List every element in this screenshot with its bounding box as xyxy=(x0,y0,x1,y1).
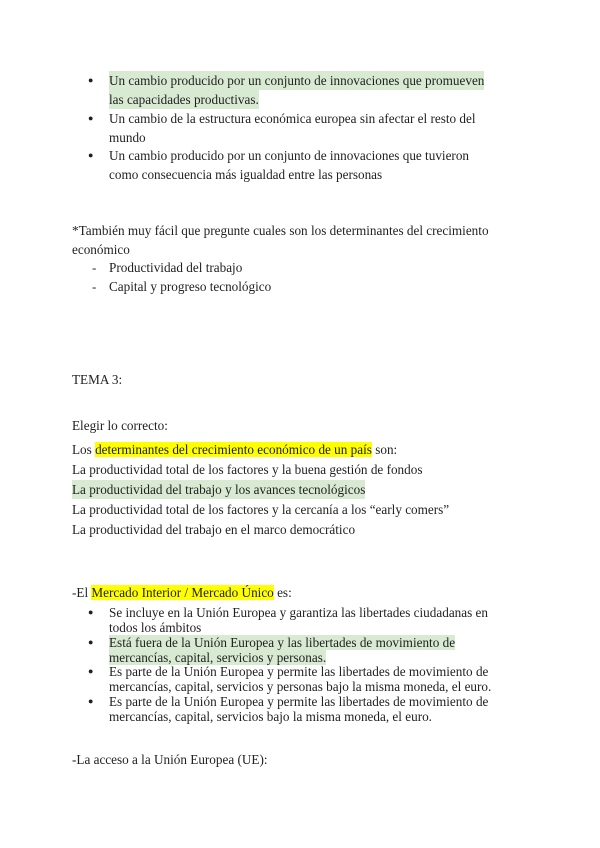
answer-option: La productividad del trabajo en el marco democrático xyxy=(72,522,356,537)
dash-icon: - xyxy=(92,279,97,294)
bullet-icon: ● xyxy=(88,637,94,647)
answer-option: La productividad del trabajo y los avances tecnológicos xyxy=(72,482,366,497)
answer-option: La productividad total de los factores y la cercanía a los “early comers” xyxy=(72,502,450,517)
question-stem: -La acceso a la Unión Europea (UE): xyxy=(72,752,268,767)
section-title: TEMA 3: xyxy=(72,372,123,387)
note-line: económico xyxy=(72,242,130,257)
question-prefix: -El xyxy=(72,585,92,600)
instruction: Elegir lo correcto: xyxy=(72,418,168,433)
question-stem xyxy=(72,583,292,602)
question-prefix: Los xyxy=(72,442,96,457)
list-item: Capital y progreso tecnológico xyxy=(109,279,272,294)
dash-icon: - xyxy=(92,260,97,275)
bullet-icon: ● xyxy=(88,666,94,676)
question-stem xyxy=(72,440,397,459)
question-highlight: Mercado Interior / Mercado Único xyxy=(91,585,274,600)
question-suffix: son: xyxy=(371,442,398,457)
answer-option: La productividad total de los factores y la buena gestión de fondos xyxy=(72,462,423,477)
option-line: Un cambio producido por un conjunto de innovaciones que tuvieron xyxy=(109,148,470,163)
option-line: mundo xyxy=(109,130,146,145)
question-suffix: es: xyxy=(273,585,292,600)
option-line: como consecuencia más igualdad entre las personas xyxy=(109,167,383,182)
option-line: todos los ámbitos xyxy=(109,620,202,635)
list-item: Productividad del trabajo xyxy=(109,260,243,275)
option-line: mercancías, capital, servicios bajo la misma moneda, el euro. xyxy=(109,709,432,724)
option-line: las capacidades productivas. xyxy=(109,92,259,107)
option-line: Un cambio de la estructura económica europea sin afectar el resto del xyxy=(109,111,476,126)
bullet-icon: ● xyxy=(88,607,94,617)
bullet-icon: ● xyxy=(88,150,94,160)
bullet-icon: ● xyxy=(88,75,94,85)
option-line: mercancías, capital, servicios y personas. xyxy=(109,650,327,665)
option-line: Un cambio producido por un conjunto de innovaciones que promueven xyxy=(109,73,485,88)
note-line: *También muy fácil que pregunte cuales son los determinantes del crecimiento xyxy=(72,223,489,238)
bullet-icon: ● xyxy=(88,113,94,123)
option-line: Es parte de la Unión Europea y permite las libertades de movimiento de xyxy=(109,694,489,709)
option-line: Se incluye en la Unión Europea y garantiza las libertades ciudadanas en xyxy=(109,605,488,620)
option-line: Es parte de la Unión Europea y permite las libertades de movimiento de xyxy=(109,664,489,679)
bullet-icon: ● xyxy=(88,696,94,706)
question-highlight: determinantes del crecimiento económico de un país xyxy=(95,442,372,457)
option-line: mercancías, capital, servicios y personas bajo la misma moneda, el euro. xyxy=(109,679,492,694)
option-line: Está fuera de la Unión Europea y las libertades de movimiento de xyxy=(109,635,456,650)
